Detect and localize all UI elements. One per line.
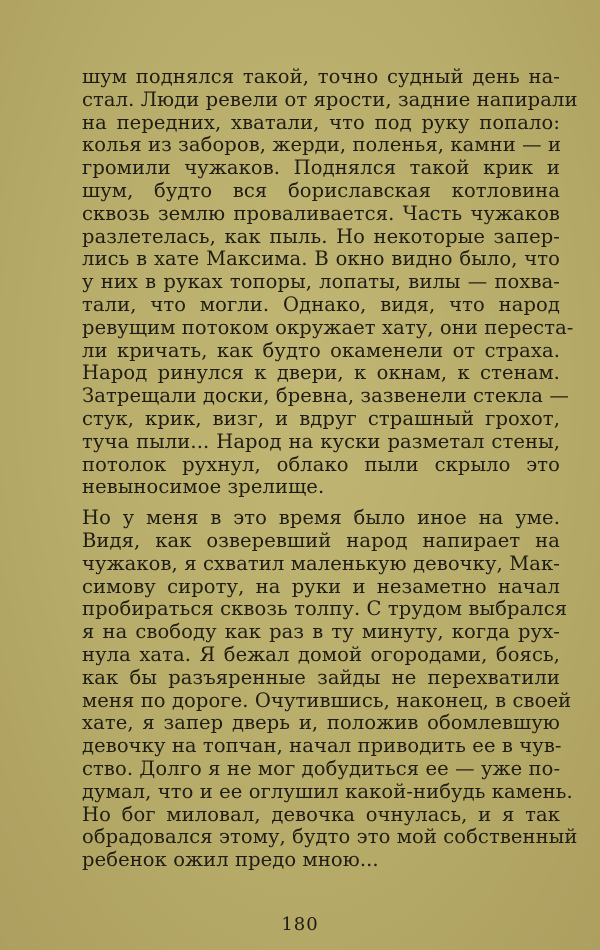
text-line: сквозь землю проваливается. Часть чужаков [82,201,560,225]
page-number: 180 [281,914,319,935]
text-line: я на свободу как раз в ту минуту, когда рух- [82,620,560,644]
text-line: Народ ринулся к двери, к окнам, к стенам. [82,361,560,385]
text-line: Видя, как озверевший народ напирает на [82,528,560,552]
text-line: тали, что могли. Однако, видя, что народ [82,292,560,316]
text-line: как бы разъяренные зайды не перехватили [82,665,560,689]
text-line: ревущим потоком окружает хату, они переста- [82,315,574,339]
text-line: Затрещали доски, бревна, зазвенели стекла — [82,384,569,408]
text-line: меня по дороге. Очутившись, наконец, в своей [82,688,572,712]
text-line: симову сироту, на руки и незаметно начал [82,574,560,598]
text-line: у них в руках топоры, лопаты, вилы — похва- [82,270,560,294]
paragraph-2 [82,506,578,872]
text-line: лись в хате Максима. В окно видно было, что [82,247,560,271]
text-line: шум поднялся такой, точно судный день на- [82,65,560,88]
text-line: девочку на топчан, начал приводить ее в чув- [82,734,562,758]
text-line: пробираться сквозь толпу. С трудом выбрался [82,597,568,621]
text-line: на передних, хватали, что под руку попало: [82,110,560,134]
text-line: стук, крик, визг, и вдруг страшный грохот, [82,406,560,430]
text-line: ребенок ожил предо мною... [82,848,379,872]
paragraph-1 [82,65,578,499]
text-line: колья из заборов, жерди, поленья, камни — и [82,133,562,157]
text-line: шум, будто вся бориславская котловина [82,178,560,202]
text-line: стал. Люди ревели от ярости, задние напирали [82,87,578,111]
text-line: нула хата. Я бежал домой огородами, боясь, [82,642,560,666]
text-line: невыносимое зрелище. [82,475,325,499]
text-line: громили чужаков. Поднялся такой крик и [82,156,560,180]
text-line: туча пыли... Народ на куски разметал стены, [82,429,560,453]
text-line: ство. Долго я не мог добудиться ее — уже по- [82,756,561,780]
text-line: думал, что и ее оглушил какой-нибудь камень. [82,779,573,803]
text-body [82,65,578,872]
text-line: обрадовался этому, будто это мой собственный [82,825,578,849]
text-line: хате, я запер дверь и, положив обомлевшую [82,711,560,735]
text-line: разлетелась, как пыль. Но некоторые запер- [82,224,560,248]
text-line: ли кричать, как будто окаменели от страха. [82,338,560,362]
text-line: Но бог миловал, девочка очнулась, и я так [82,802,560,826]
text-line: Но у меня в это время было иное на уме. [82,506,560,530]
text-line: чужаков, я схватил маленькую девочку, Мак- [82,551,560,575]
text-line: потолок рухнул, облако пыли скрыло это [82,452,560,476]
